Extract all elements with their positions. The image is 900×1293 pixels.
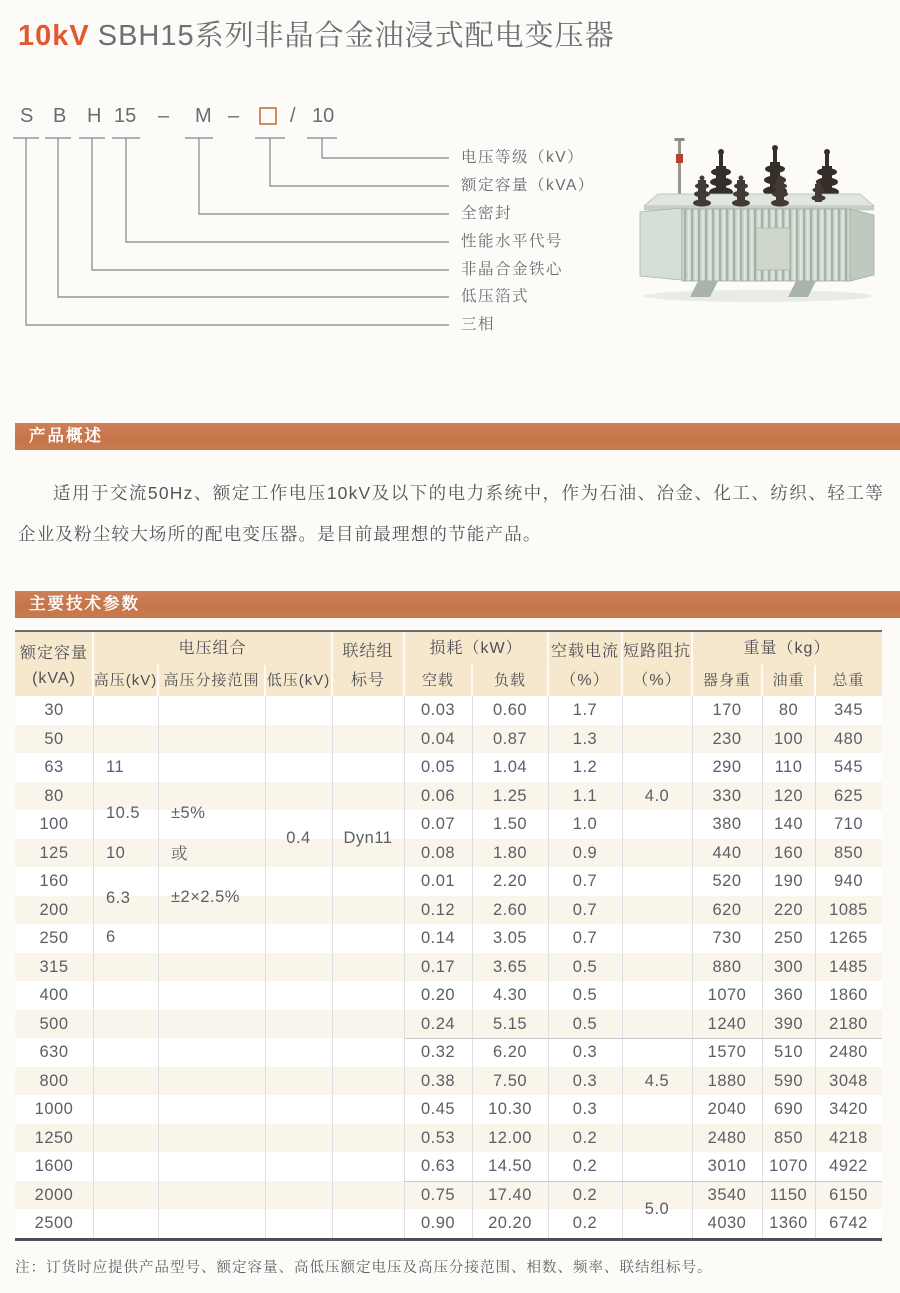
table-cell: 880 [712,957,742,976]
table-cell: 0.45 [420,1100,456,1118]
page-title-text: SBH15系列非晶合金油浸式配电变压器 [97,20,615,52]
table-cell: 800 [39,1071,69,1090]
table-cell: 0.06 [420,786,456,805]
table-cell: 1600 [34,1157,74,1175]
table-cell: 2480 [707,1128,747,1147]
table-cell: 0.63 [420,1157,456,1175]
table-row [15,696,882,725]
header-separator [814,665,816,696]
table-cell: 100 [39,815,69,833]
table-row [15,1067,882,1096]
merged-value-impedance: 4.5 [644,1071,670,1090]
designation-label: 低压箔式 [461,288,530,305]
table-cell: 160 [773,843,804,862]
model-code-token: / [290,105,296,127]
table-cell: 1250 [34,1128,74,1147]
header-separator [471,665,473,696]
table-cell: 315 [39,957,69,976]
table-cell: 710 [833,815,864,833]
table-cell: 330 [712,786,742,805]
table-cell: 80 [44,786,64,805]
table-cell: 0.20 [420,986,456,1004]
table-cell: 0.87 [492,729,528,748]
model-code-token: B [53,105,67,127]
page-title [18,13,615,54]
table-cell: 1.2 [572,758,598,776]
header-separator [621,632,623,696]
table-cell: 0.90 [420,1214,456,1232]
table-cell: 500 [39,1014,69,1033]
table-cell: 625 [833,786,864,805]
table-cell: 1485 [829,957,868,976]
model-code-token: M [195,105,212,127]
table-cell: 0.32 [420,1043,456,1061]
table-cell: 0.2 [572,1214,598,1232]
table-cell: 630 [39,1043,69,1061]
table-cell: 190 [773,872,804,890]
col-header-impedance-line2: （%） [632,672,682,689]
table-cell: 0.2 [572,1128,598,1147]
col-header-total-weight: 总重 [832,672,865,689]
designation-label: 三相 [461,316,496,333]
table-cell: 0.5 [572,986,598,1004]
table-cell: 14.50 [488,1157,532,1175]
table-row [15,1095,882,1124]
designation-lines [12,100,660,348]
merged-value-lv: 0.4 [286,829,311,848]
table-cell: 1.04 [492,758,528,776]
table-cell: 0.12 [420,900,456,919]
table-cell: 1.50 [492,815,528,833]
table-row [15,1010,882,1039]
col-header-hv: 高压(kV) [93,672,158,689]
table-cell: 1570 [707,1043,747,1061]
designation-label: 额定容量（kVA） [461,177,595,194]
table-cell: 1070 [769,1157,808,1175]
col-header-impedance-line1: 短路阻抗 [622,643,691,660]
table-cell: 0.03 [420,701,456,719]
table-cell: 250 [773,929,804,947]
table-cell: 2480 [829,1043,868,1061]
table-cell: 1070 [707,986,747,1004]
designation-label: 电压等级（kV） [461,149,585,166]
table-cell: 100 [773,729,804,748]
header-separator [761,665,763,696]
table-row [15,725,882,754]
table-cell: 0.60 [492,701,528,719]
grid-line-vertical [93,696,94,1238]
table-cell: 6.20 [492,1043,528,1061]
table-cell: 0.5 [572,1014,598,1033]
table-cell: 7.50 [492,1071,528,1090]
table-cell: 3540 [707,1185,747,1204]
model-code-token: H [87,105,102,127]
table-cell: 0.07 [420,815,456,833]
table-cell: 730 [712,929,742,947]
col-group-loss: 损耗（kW） [429,640,523,657]
table-cell: 3.05 [492,929,528,947]
table-cell: 4030 [707,1214,747,1232]
table-cell: 400 [39,986,69,1004]
merged-value-impedance: 4.0 [644,786,670,805]
table-cell: 480 [833,729,864,748]
table-cell: 510 [773,1043,804,1061]
table-cell: 1240 [707,1014,747,1033]
grid-line-vertical [762,696,763,1238]
table-cell: 220 [773,900,804,919]
table-cell: 5.15 [492,1014,528,1033]
merged-value-hv: 6.3 [106,889,131,908]
table-cell: 390 [773,1014,804,1033]
table-cell: 20.20 [488,1214,532,1232]
table-cell: 850 [773,1128,804,1147]
table-cell: 620 [712,900,742,919]
table-cell: 50 [44,729,64,748]
col-group-weight: 重量（kg） [743,640,831,657]
col-header-oil-weight: 油重 [772,672,805,689]
table-cell: 2000 [34,1185,74,1204]
header-separator [547,632,549,696]
overview-paragraph: 适用于交流50Hz、额定工作电压10kV及以下的电力系统中，作为石油、冶金、化工、纺织、轻工等企业及粉尘较大场所的配电变压器。是目前最理想的节能产品。 [18,483,884,544]
table-cell: 0.38 [420,1071,456,1090]
model-code-token: 10 [312,105,335,127]
table-cell: 0.17 [420,957,456,976]
col-header-no-load-loss: 空载 [421,672,454,689]
table-cell: 160 [39,872,69,890]
header-separator [92,632,94,696]
table-row [15,1038,882,1067]
table-cell: 17.40 [488,1185,532,1204]
grid-line-vertical [692,696,693,1238]
grid-line-vertical [472,696,473,1238]
section-header-parameters [15,591,900,618]
table-cell: 4218 [829,1128,868,1147]
group-divider-line [404,1181,882,1182]
table-cell: 125 [39,843,69,862]
table-row [15,1209,882,1238]
table-cell: 10.30 [488,1100,532,1118]
table-row [15,1152,882,1181]
grid-line-vertical [265,696,266,1238]
page-title-voltage: 10kV [18,20,90,52]
table-cell: 0.7 [572,900,598,919]
table-cell: 0.04 [420,729,456,748]
col-group-voltage: 电压组合 [178,640,247,657]
header-separator [157,665,159,696]
table-row [15,981,882,1010]
model-designation-diagram [12,100,660,348]
table-cell: 1.0 [572,815,598,833]
designation-label: 非晶合金铁心 [461,261,564,278]
section-header-overview [15,423,900,450]
table-cell: 300 [773,957,804,976]
table-cell: 63 [44,758,64,776]
table-cell: 360 [773,986,804,1004]
table-cell: 1.25 [492,786,528,805]
table-cell: 0.5 [572,957,598,976]
table-cell: 850 [833,843,864,862]
transformer-photo [628,128,890,306]
table-cell: 30 [44,701,64,719]
table-cell: 0.3 [572,1043,598,1061]
model-code-token: – [158,105,170,127]
designation-label: 全密封 [461,205,513,222]
grid-line-vertical [548,696,549,1238]
parameters-table [15,630,882,1241]
table-cell: 1.3 [572,729,598,748]
col-header-capacity [15,632,93,696]
merged-value-hv: 10.5 [106,803,141,822]
col-header-no-load-current [548,632,622,696]
grid-line-vertical [332,696,333,1238]
table-cell: 0.7 [572,929,598,947]
table-cell: 1.7 [572,701,598,719]
merged-value-tap: 或 [171,844,188,863]
table-cell: 3048 [829,1071,868,1090]
merged-value-hv: 10 [106,843,126,862]
table-cell: 345 [833,701,864,719]
table-body [15,696,882,1238]
col-header-current-line2: （%） [560,672,610,689]
table-cell: 2500 [34,1214,74,1232]
table-cell: 6742 [829,1214,868,1232]
col-header-vector-line2: 标号 [350,672,385,689]
col-header-impedance [622,632,692,696]
table-cell: 1150 [769,1185,808,1204]
merged-value-hv: 6 [106,927,116,946]
header-separator [403,632,405,696]
model-code-token: – [228,105,240,127]
table-cell: 0.01 [420,872,456,890]
footer-note: 注：订货时应提供产品型号、额定容量、高低压额定电压及高压分接范围、相数、频率、联结组标号。 [15,1260,713,1276]
table-header [15,632,882,696]
table-cell: 0.14 [420,929,456,947]
transformer-illustration [628,128,890,306]
table-cell: 940 [833,872,864,890]
grid-line-vertical [404,696,405,1238]
model-code-token: 15 [114,105,137,127]
merged-value-impedance: 5.0 [644,1199,670,1218]
table-cell: 120 [773,786,804,805]
col-header-vector-group [332,632,404,696]
table-cell: 80 [778,701,799,719]
table-cell: 0.9 [572,843,598,862]
header-separator [331,632,333,696]
table-cell: 12.00 [488,1128,532,1147]
designation-label: 性能水平代号 [461,233,564,250]
model-code-token: S [20,105,34,127]
table-cell: 1000 [34,1100,74,1118]
table-cell: 0.75 [420,1185,456,1204]
table-cell: 1360 [769,1214,808,1232]
col-header-capacity-line2: (kVA) [32,670,76,688]
header-separator [264,665,266,696]
table-cell: 380 [712,815,742,833]
table-cell: 0.53 [420,1128,456,1147]
group-divider-line [404,1038,882,1039]
table-cell: 1880 [707,1071,747,1090]
table-row [15,1181,882,1210]
col-header-body-weight: 器身重 [702,672,751,689]
table-cell: 140 [773,815,804,833]
grid-line-vertical [158,696,159,1238]
col-header-capacity-line1: 额定容量 [19,644,88,662]
table-cell: 3010 [707,1157,747,1175]
merged-value-tap: ±2×2.5% [171,887,240,906]
capacity-blank-box [259,107,277,125]
table-cell: 110 [774,758,803,776]
merged-value-hv: 11 [106,758,125,776]
table-cell: 230 [712,729,742,748]
table-cell: 200 [39,900,69,919]
table-cell: 2040 [707,1100,747,1118]
table-cell: 4922 [829,1157,868,1175]
table-cell: 0.3 [572,1071,598,1090]
merged-value-vector: Dyn11 [343,829,393,848]
section-header-parameters-label: 主要技术参数 [29,595,140,613]
table-cell: 0.08 [420,843,456,862]
col-header-vector-line1: 联结组 [342,643,394,660]
table-cell: 0.7 [572,872,598,890]
section-header-overview-label: 产品概述 [29,427,103,445]
table-cell: 1860 [829,986,868,1004]
table-cell: 170 [712,701,742,719]
table-cell: 3.65 [492,957,528,976]
table-cell: 545 [833,758,864,776]
merged-value-tap: ±5% [171,803,206,822]
table-cell: 290 [712,758,742,776]
table-cell: 4.30 [492,986,528,1004]
col-header-lv: 低压(kV) [266,672,331,689]
table-cell: 520 [712,872,742,890]
table-cell: 590 [773,1071,804,1090]
table-cell: 1265 [829,929,868,947]
grid-line-vertical [622,696,623,1238]
table-cell: 0.05 [420,758,456,776]
table-cell: 0.2 [572,1185,598,1204]
table-row [15,1124,882,1153]
table-cell: 2180 [829,1014,868,1033]
table-cell: 6150 [829,1185,868,1204]
col-header-tap-range: 高压分接范围 [163,672,260,689]
table-cell: 250 [39,929,69,947]
table-cell: 0.24 [420,1014,456,1033]
table-cell: 2.60 [492,900,528,919]
table-cell: 690 [773,1100,804,1118]
grid-line-vertical [815,696,816,1238]
table-cell: 0.2 [572,1157,598,1175]
table-cell: 1085 [829,900,868,919]
table-cell: 3420 [829,1100,868,1118]
table-row [15,953,882,982]
header-separator [691,632,693,696]
col-header-load-loss: 负载 [493,672,526,689]
table-cell: 1.80 [492,843,528,862]
table-cell: 0.3 [572,1100,598,1118]
table-cell: 2.20 [492,872,528,890]
table-cell: 440 [712,843,742,862]
col-header-current-line1: 空载电流 [550,643,619,660]
table-cell: 1.1 [572,786,598,805]
